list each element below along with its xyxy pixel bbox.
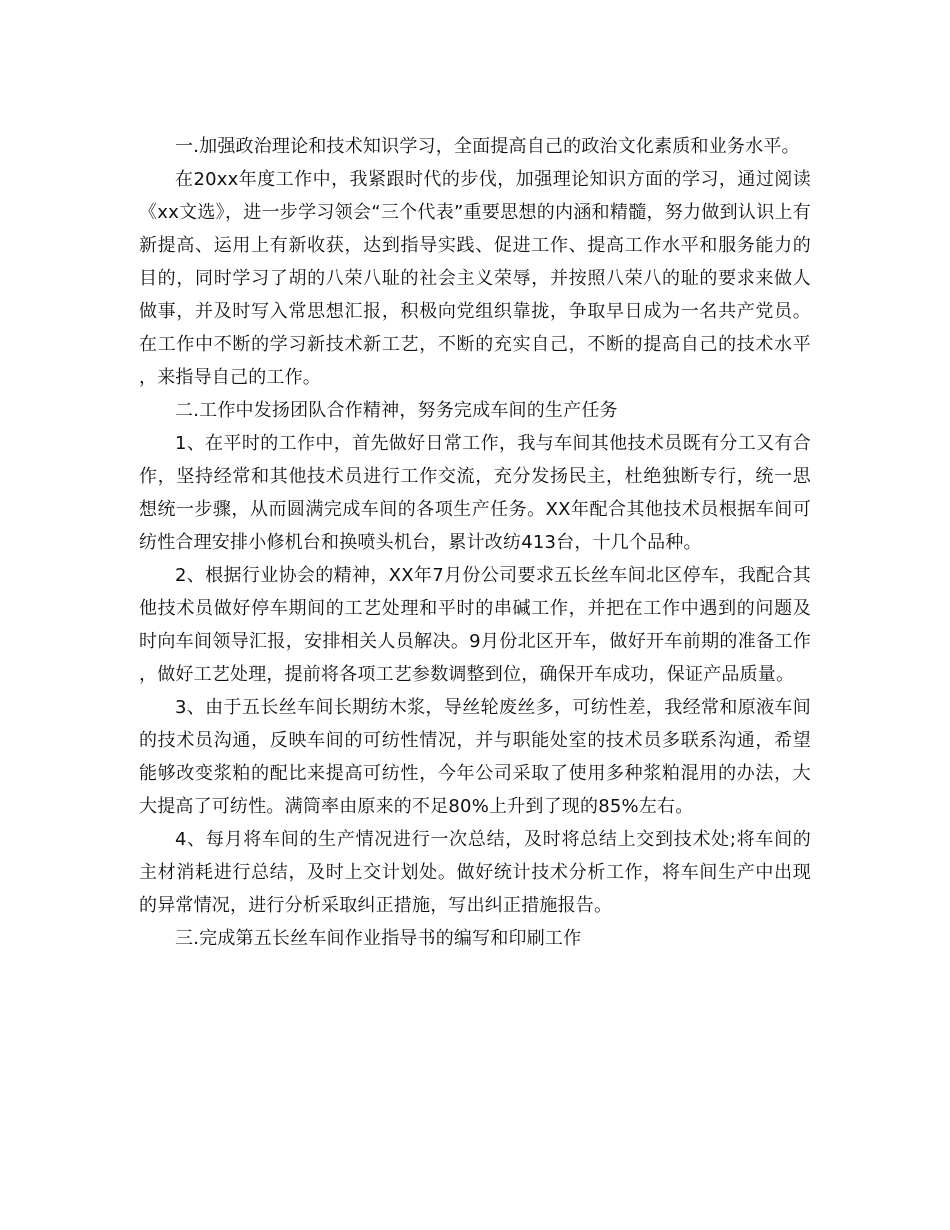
- body-paragraph-item-4: 4、每月将车间的生产情况进行一次总结，及时将总结上交到技术处;将车间的主材消耗进行总结，及时上交计划处。做好统计技术分析工作，将车间生产中出现的异常情况，进行分析采取纠正措施，写出纠正措施报告。: [139, 829, 811, 916]
- body-paragraph-study: 在20xx年度工作中，我紧跟时代的步伐，加强理论知识方面的学习，通过阅读《xx文选》，进一步学习领会“三个代表”重要思想的内涵和精髓，努力做到认识上有新提高、运用上有新收获，达到指导实践、促进工作、提高工作水平和服务能力的目的，同时学习了胡的八荣八耻的社会主义荣辱，并按照八荣八的耻的要求来做人做事，并及时写入常思想汇报，积极向党组织靠拢，争取早日成为一名共产党员。在工作中不断的学习新技术新工艺，不断的充实自己，不断的提高自己的技术水平，来指导自己的工作。: [139, 169, 811, 388]
- body-paragraph-item-1: 1、在平时的工作中，首先做好日常工作，我与车间其他技术员既有分工又有合作，坚持经常和其他技术员进行工作交流，充分发扬民主，杜绝独断专行，统一思想统一步骤，从而圆满完成车间的各项生产任务。XX年配合其他技术员根据车间可纺性合理安排小修机台和换喷头机台，累计改纺413台，十几个品种。: [139, 433, 811, 553]
- body-paragraph-item-3: 3、由于五长丝车间长期纺木浆，导丝轮废丝多，可纺性差，我经常和原液车间的技术员沟通，反映车间的可纺性情况，并与职能处室的技术员多联系沟通，希望能够改变浆粕的配比来提高可纺性，今年公司采取了使用多种浆粕混用的办法，大大提高了可纺性。满筒率由原来的不足80%上升到了现的85%左右。: [139, 697, 811, 817]
- document-body: [139, 130, 811, 955]
- section-heading-2: 二.工作中发扬团队合作精神，努务完成车间的生产任务: [175, 400, 618, 421]
- section-heading-1: 一.加强政治理论和技术知识学习，全面提高自己的政治文化素质和业务水平。: [175, 136, 800, 157]
- body-paragraph-item-2: 2、根据行业协会的精神，XX年7月份公司要求五长丝车间北区停车，我配合其他技术员做好停车期间的工艺处理和平时的串碱工作，并把在工作中遇到的问题及时向车间领导汇报，安排相关人员解决。9月份北区开车，做好开车前期的准备工作，做好工艺处理，提前将各项工艺参数调整到位，确保开车成功，保证产品质量。: [139, 565, 811, 685]
- section-heading-3: 三.完成第五长丝车间作业指导书的编写和印刷工作: [175, 928, 582, 949]
